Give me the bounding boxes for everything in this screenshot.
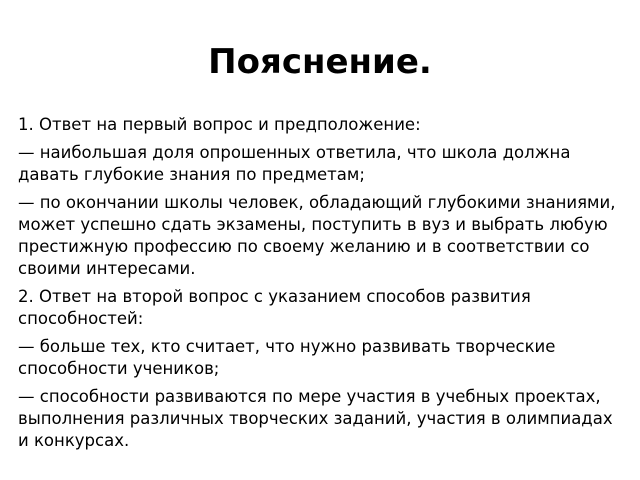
answer-1-point-1: — наибольшая доля опрошенных ответила, что школа должна давать глубокие знания по предметам; — [18, 143, 571, 184]
answer-1-point-2: — по окончании школы человек, обладающий глубокими знаниями, может успешно сдать экзамены, поступить в вуз и выбрать любую престижную профессию по своему желанию и в соответствии со своими интересами. — [18, 193, 616, 278]
answer-2-point-1: — больше тех, кто считает, что нужно развивать творческие способности учеников; — [18, 337, 556, 378]
slide-body — [18, 114, 628, 458]
answer-2-heading: 2. Ответ на второй вопрос с указанием способов развития способностей: — [18, 287, 531, 328]
slide-title: Пояснение. — [208, 42, 432, 82]
answer-2-point-2: — способности развиваются по мере участия в учебных проектах, выполнения различных творческих заданий, участия в олимпиадах и конкурсах. — [18, 387, 613, 450]
answer-1-heading: 1. Ответ на первый вопрос и предположение: — [18, 115, 421, 134]
